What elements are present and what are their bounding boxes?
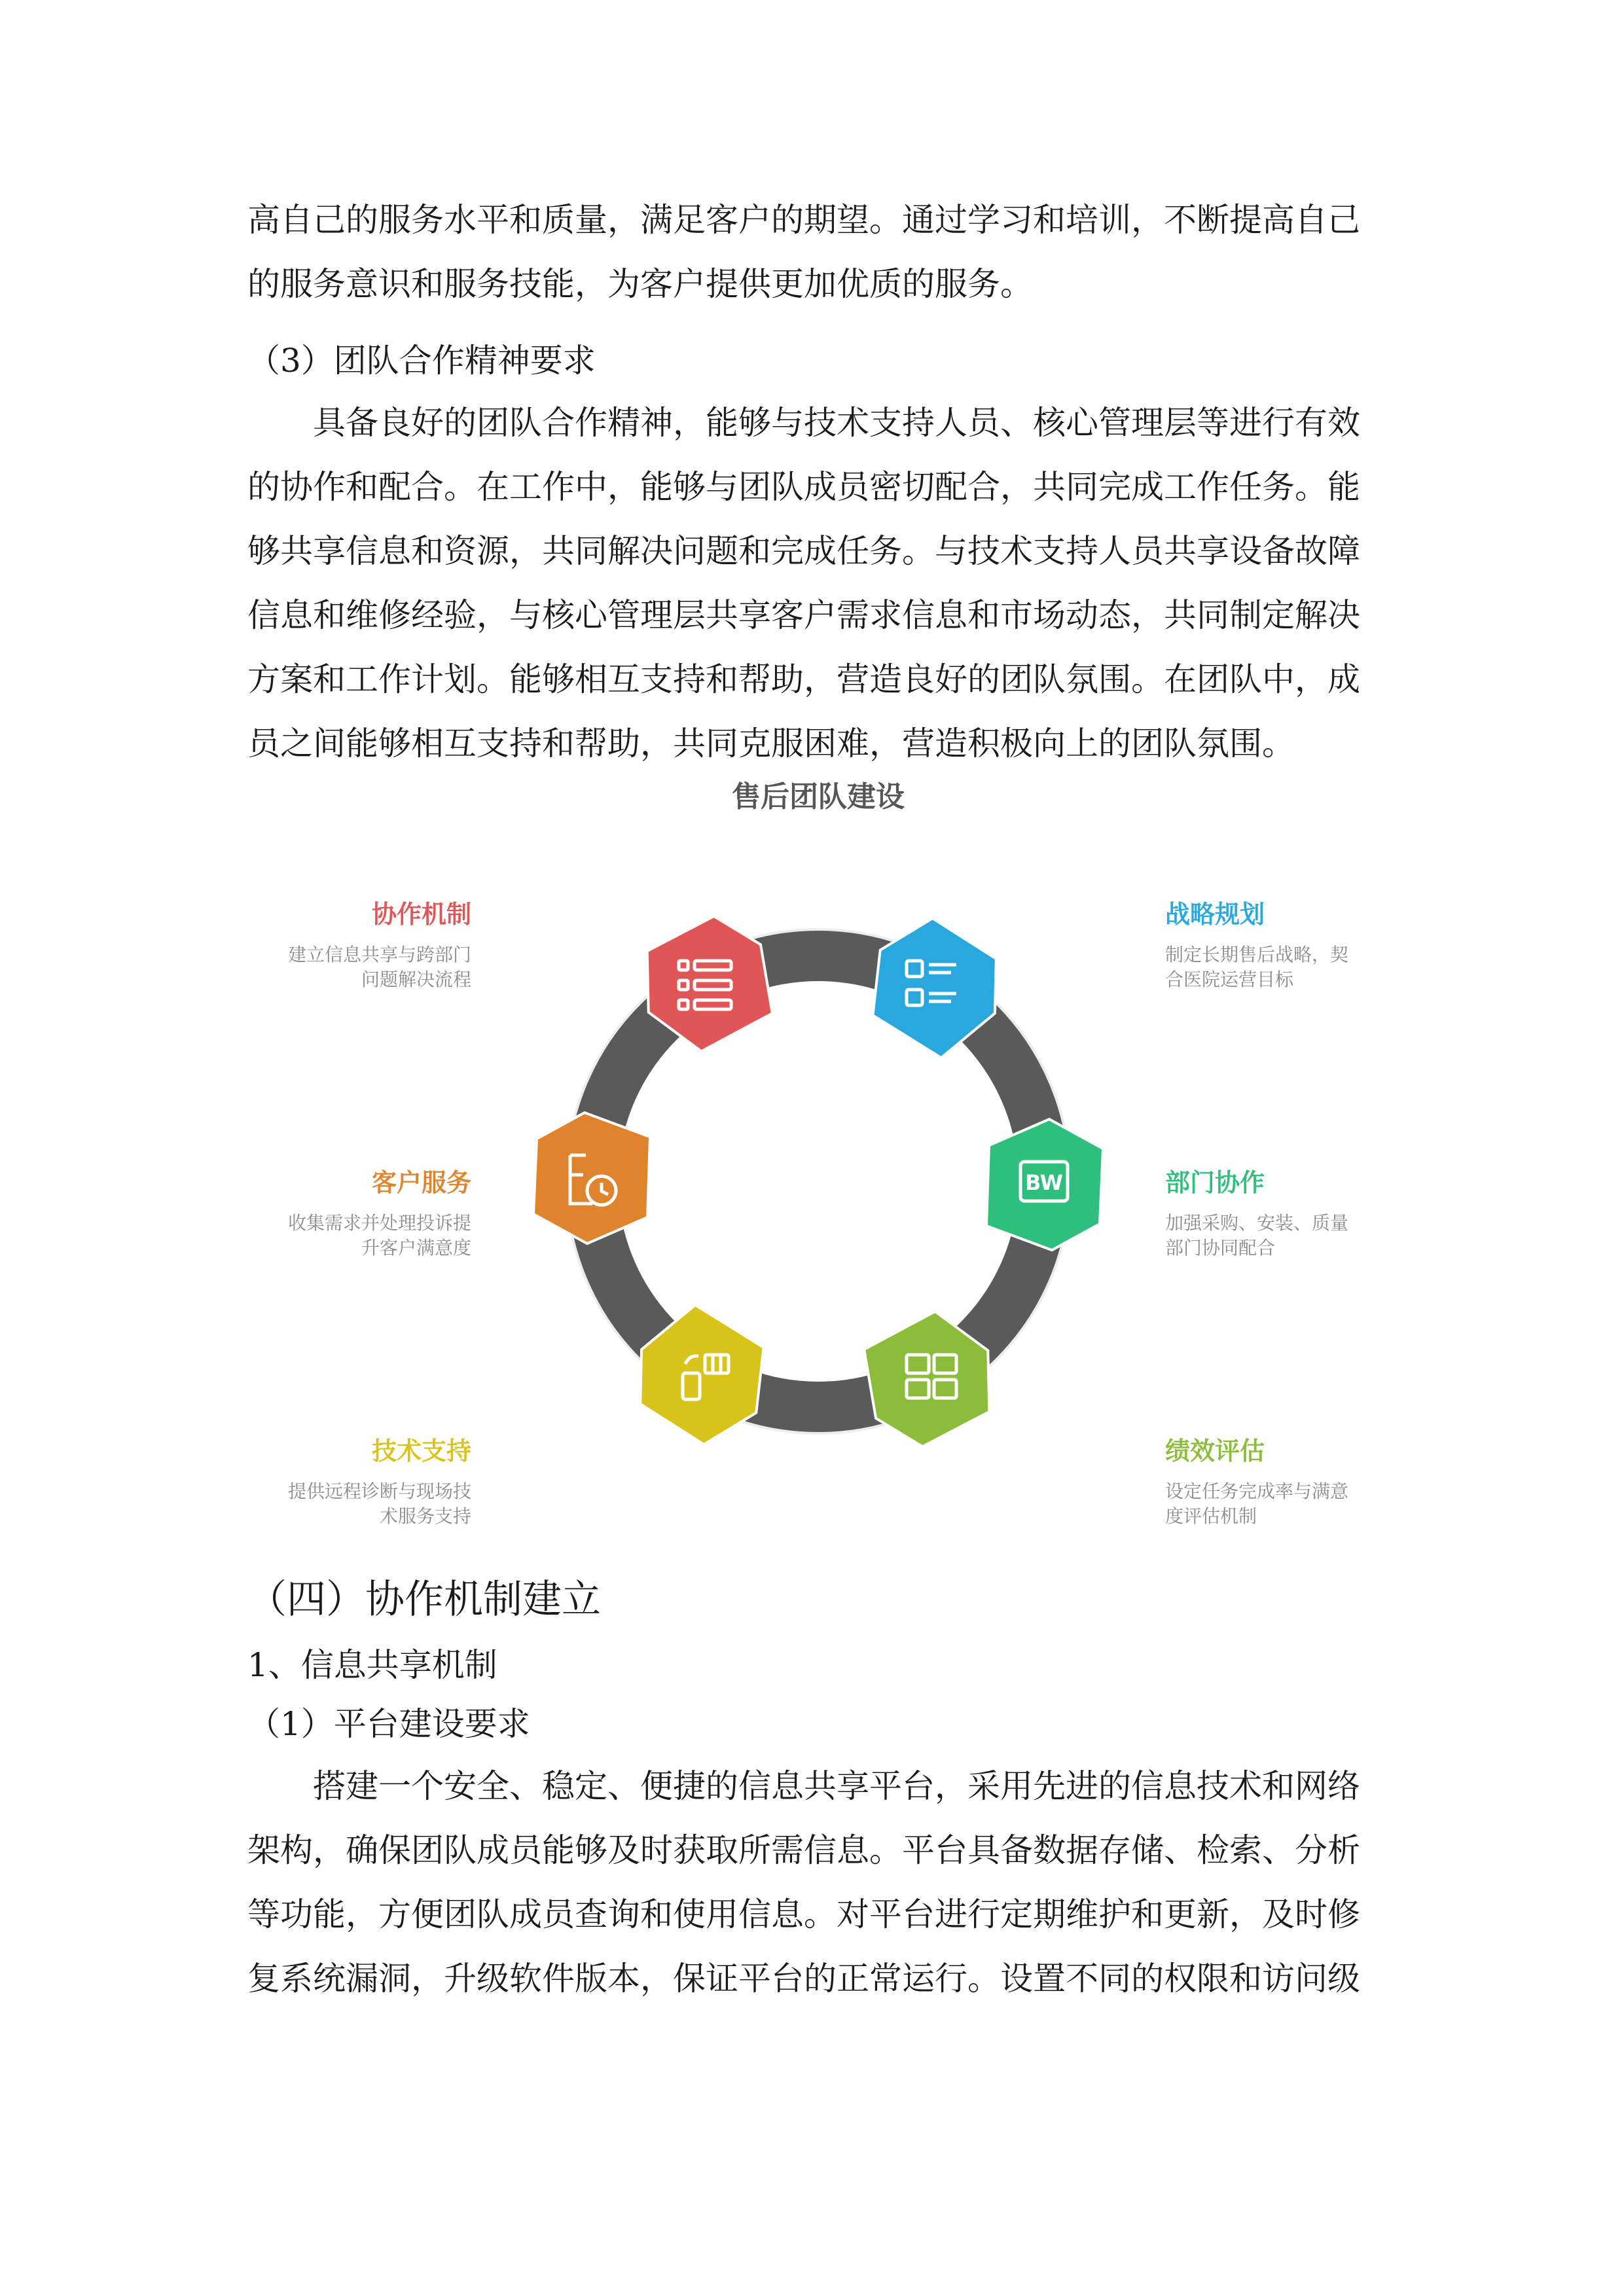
label-title: 协作机制 [371, 900, 471, 929]
label-kehu [288, 1168, 471, 1259]
label-desc: 设定任务完成率与满意 [1165, 1480, 1349, 1502]
label-desc: 问题解决流程 [361, 969, 471, 990]
label-zhanlue [1165, 900, 1348, 990]
segment-bumen [986, 1119, 1103, 1250]
label-title: 客户服务 [371, 1168, 471, 1197]
label-title: 绩效评估 [1165, 1437, 1265, 1465]
label-title: 战略规划 [1165, 900, 1265, 929]
label-desc: 术服务支持 [379, 1505, 471, 1527]
heading-collaboration-mechanism: （四）协作机制建立 [247, 1577, 601, 1623]
diagram-title: 售后团队建设 [732, 780, 905, 814]
label-desc: 部门协同配合 [1165, 1237, 1276, 1259]
label-desc: 制定长期售后战略，契 [1165, 944, 1349, 965]
label-desc: 加强采购、安装、质量 [1165, 1212, 1349, 1234]
label-desc: 合医院运营目标 [1165, 969, 1294, 990]
paragraph-service-quality: 高自己的服务水平和质量，满足客户的期望。通过学习和培训，不断提高自己的服务意识和服务技能，为客户提供更加优质的服务。 [247, 201, 1360, 303]
label-bumen [1165, 1168, 1348, 1259]
label-desc: 收集需求并处理投诉提 [287, 1212, 471, 1234]
label-desc: 提供远程诊断与现场技 [287, 1480, 471, 1502]
heading-info-sharing: 1、信息共享机制 [247, 1646, 497, 1684]
team-building-diagram [196, 779, 1440, 1551]
heading-team-spirit: （3）团队合作精神要求 [247, 342, 596, 380]
label-title: 部门协作 [1165, 1168, 1265, 1197]
label-desc: 度评估机制 [1165, 1505, 1257, 1527]
heading-platform-requirements: （1）平台建设要求 [247, 1705, 530, 1743]
segment-kehu [533, 1113, 650, 1244]
label-desc: 建立信息共享与跨部门 [287, 944, 471, 965]
label-xiezuo [288, 900, 471, 990]
svg-text:BW: BW [1025, 1170, 1063, 1195]
paragraph-platform: 搭建一个安全、稳定、便捷的信息共享平台，采用先进的信息技术和网络架构，确保团队成员能够及时获取所需信息。平台具备数据存储、检索、分析等功能，方便团队成员查询和使用信息。对平台进行定期维护和更新，及时修复系统漏洞，升级软件版本，保证平台的正常运行。设置不同的权限和访问级 [247, 1767, 1360, 1998]
label-jishu [288, 1437, 471, 1527]
label-desc: 升客户满意度 [361, 1237, 471, 1259]
label-title: 技术支持 [371, 1437, 471, 1465]
label-jixiao [1165, 1437, 1348, 1527]
paragraph-team-spirit: 具备良好的团队合作精神，能够与技术支持人员、核心管理层等进行有效的协作和配合。在工作中，能够与团队成员密切配合，共同完成工作任务。能够共享信息和资源，共同解决问题和完成任务。与技术支持人员共享设备故障信息和维修经验，与核心管理层共享客户需求信息和市场动态，共同制定解决方案和工作计划。能够相互支持和帮助，营造良好的团队氛围。在团队中，成员之间能够相互支持和帮助，共同克服困难，营造积极向上的团队氛围。 [247, 404, 1360, 762]
